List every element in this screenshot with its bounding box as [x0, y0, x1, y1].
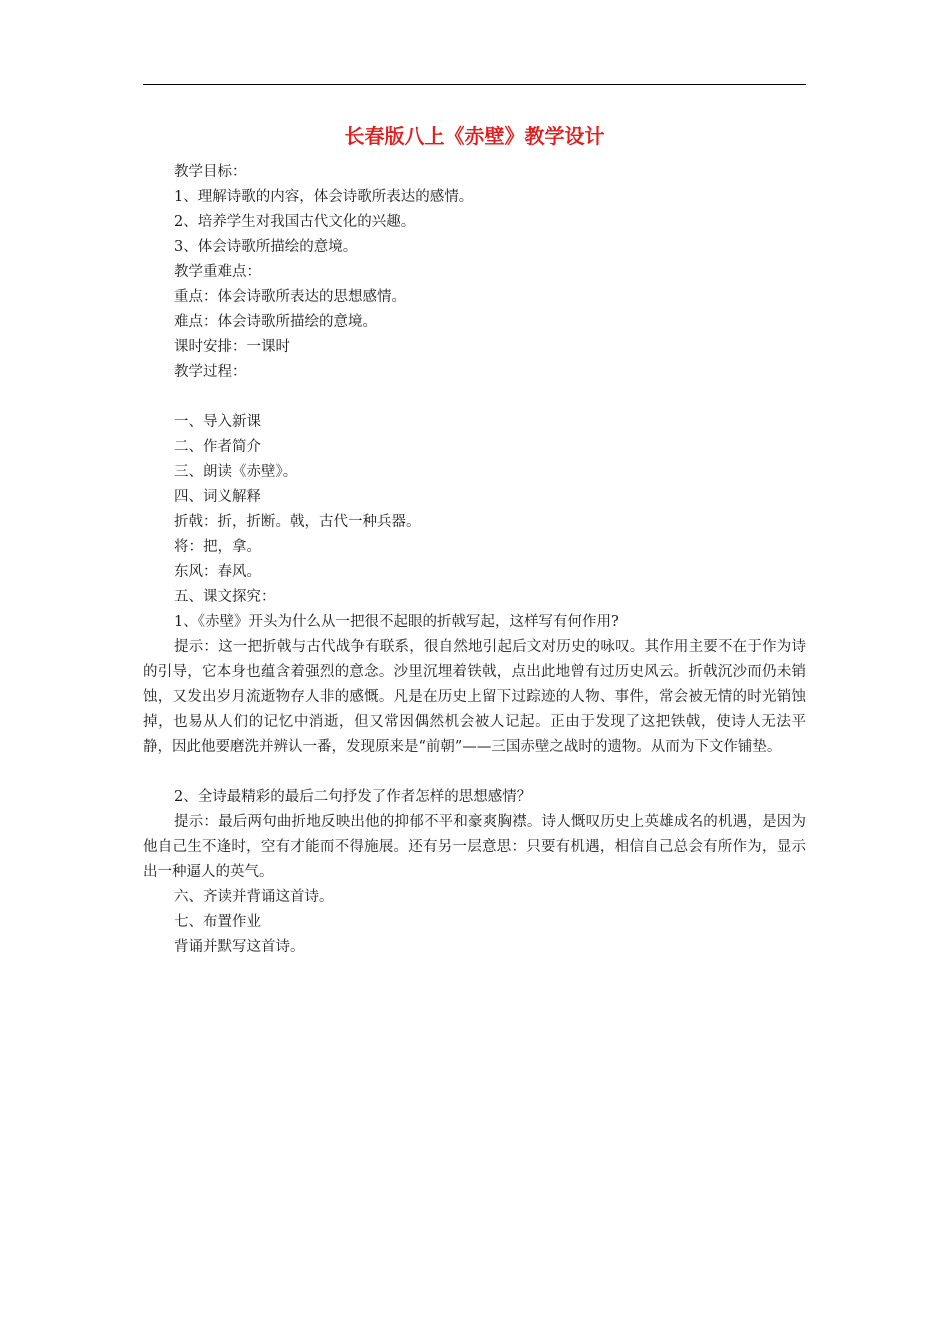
- blank-line: [143, 385, 806, 410]
- process-step: 一、导入新课: [174, 414, 261, 430]
- process-step: 五、课文探究：: [174, 589, 276, 605]
- key-point-item: 重点：体会诗歌所表达的思想感情。: [174, 289, 406, 305]
- process-step: 六、齐读并背诵这首诗。: [174, 889, 334, 905]
- schedule-line: 课时安排：一课时: [174, 339, 290, 355]
- header-rule: [143, 84, 806, 85]
- process-step: 三、朗读《赤壁》。: [174, 464, 298, 480]
- question-item: 1、《赤壁》开头为什么从一把很不起眼的折戟写起，这样写有何作用?: [174, 614, 619, 630]
- difficult-point-item: 难点：体会诗歌所描绘的意境。: [174, 314, 377, 330]
- vocabulary-item: 东风：春风。: [174, 564, 261, 580]
- vocabulary-item: 将：把，拿。: [174, 539, 261, 555]
- objective-item: 2、培养学生对我国古代文化的兴趣。: [174, 214, 416, 230]
- process-step: 四、词义解释: [174, 489, 261, 505]
- section-heading-process: 教学过程：: [174, 364, 247, 380]
- hint-paragraph: 提示：最后两句曲折地反映出他的抑郁不平和豪爽胸襟。诗人慨叹历史上英雄成名的机遇，是因为他自己生不逢时，空有才能而不得施展。还有另一层意思：只要有机遇，相信自己总会有所作为，显示出一种逼人的英气。: [143, 814, 806, 880]
- objective-item: 1、理解诗歌的内容，体会诗歌所表达的感情。: [174, 189, 474, 205]
- document-title: 长春版八上《赤壁》教学设计: [344, 124, 605, 148]
- process-step: 七、布置作业: [174, 914, 261, 930]
- homework-line: 背诵并默写这首诗。: [174, 939, 305, 955]
- document-body: [143, 160, 806, 960]
- process-step: 二、作者简介: [174, 439, 261, 455]
- vocabulary-item: 折戟：折，折断。戟，古代一种兵器。: [174, 514, 421, 530]
- section-heading-key-points: 教学重难点：: [174, 264, 261, 280]
- hint-paragraph: 提示：这一把折戟与古代战争有联系，很自然地引起后文对历史的咏叹。其作用主要不在于作为诗的引导，它本身也蕴含着强烈的意念。沙里沉埋着铁戟，点出此地曾有过历史风云。折戟沉沙而仍未销蚀，又发出岁月流逝物存人非的感慨。凡是在历史上留下过踪迹的人物、事件，常会被无情的时光销蚀掉，也易从人们的记忆中消逝，但又常因偶然机会被人记起。正由于发现了这把铁戟，使诗人无法平静，因此他要磨洗并辨认一番，发现原来是“前朝”——三国赤壁之战时的遗物。从而为下文作铺垫。: [143, 639, 806, 755]
- objective-item: 3、体会诗歌所描绘的意境。: [174, 239, 358, 255]
- question-item: 2、全诗最精彩的最后二句抒发了作者怎样的思想感情？: [174, 789, 532, 805]
- section-heading-objectives: 教学目标：: [174, 164, 247, 180]
